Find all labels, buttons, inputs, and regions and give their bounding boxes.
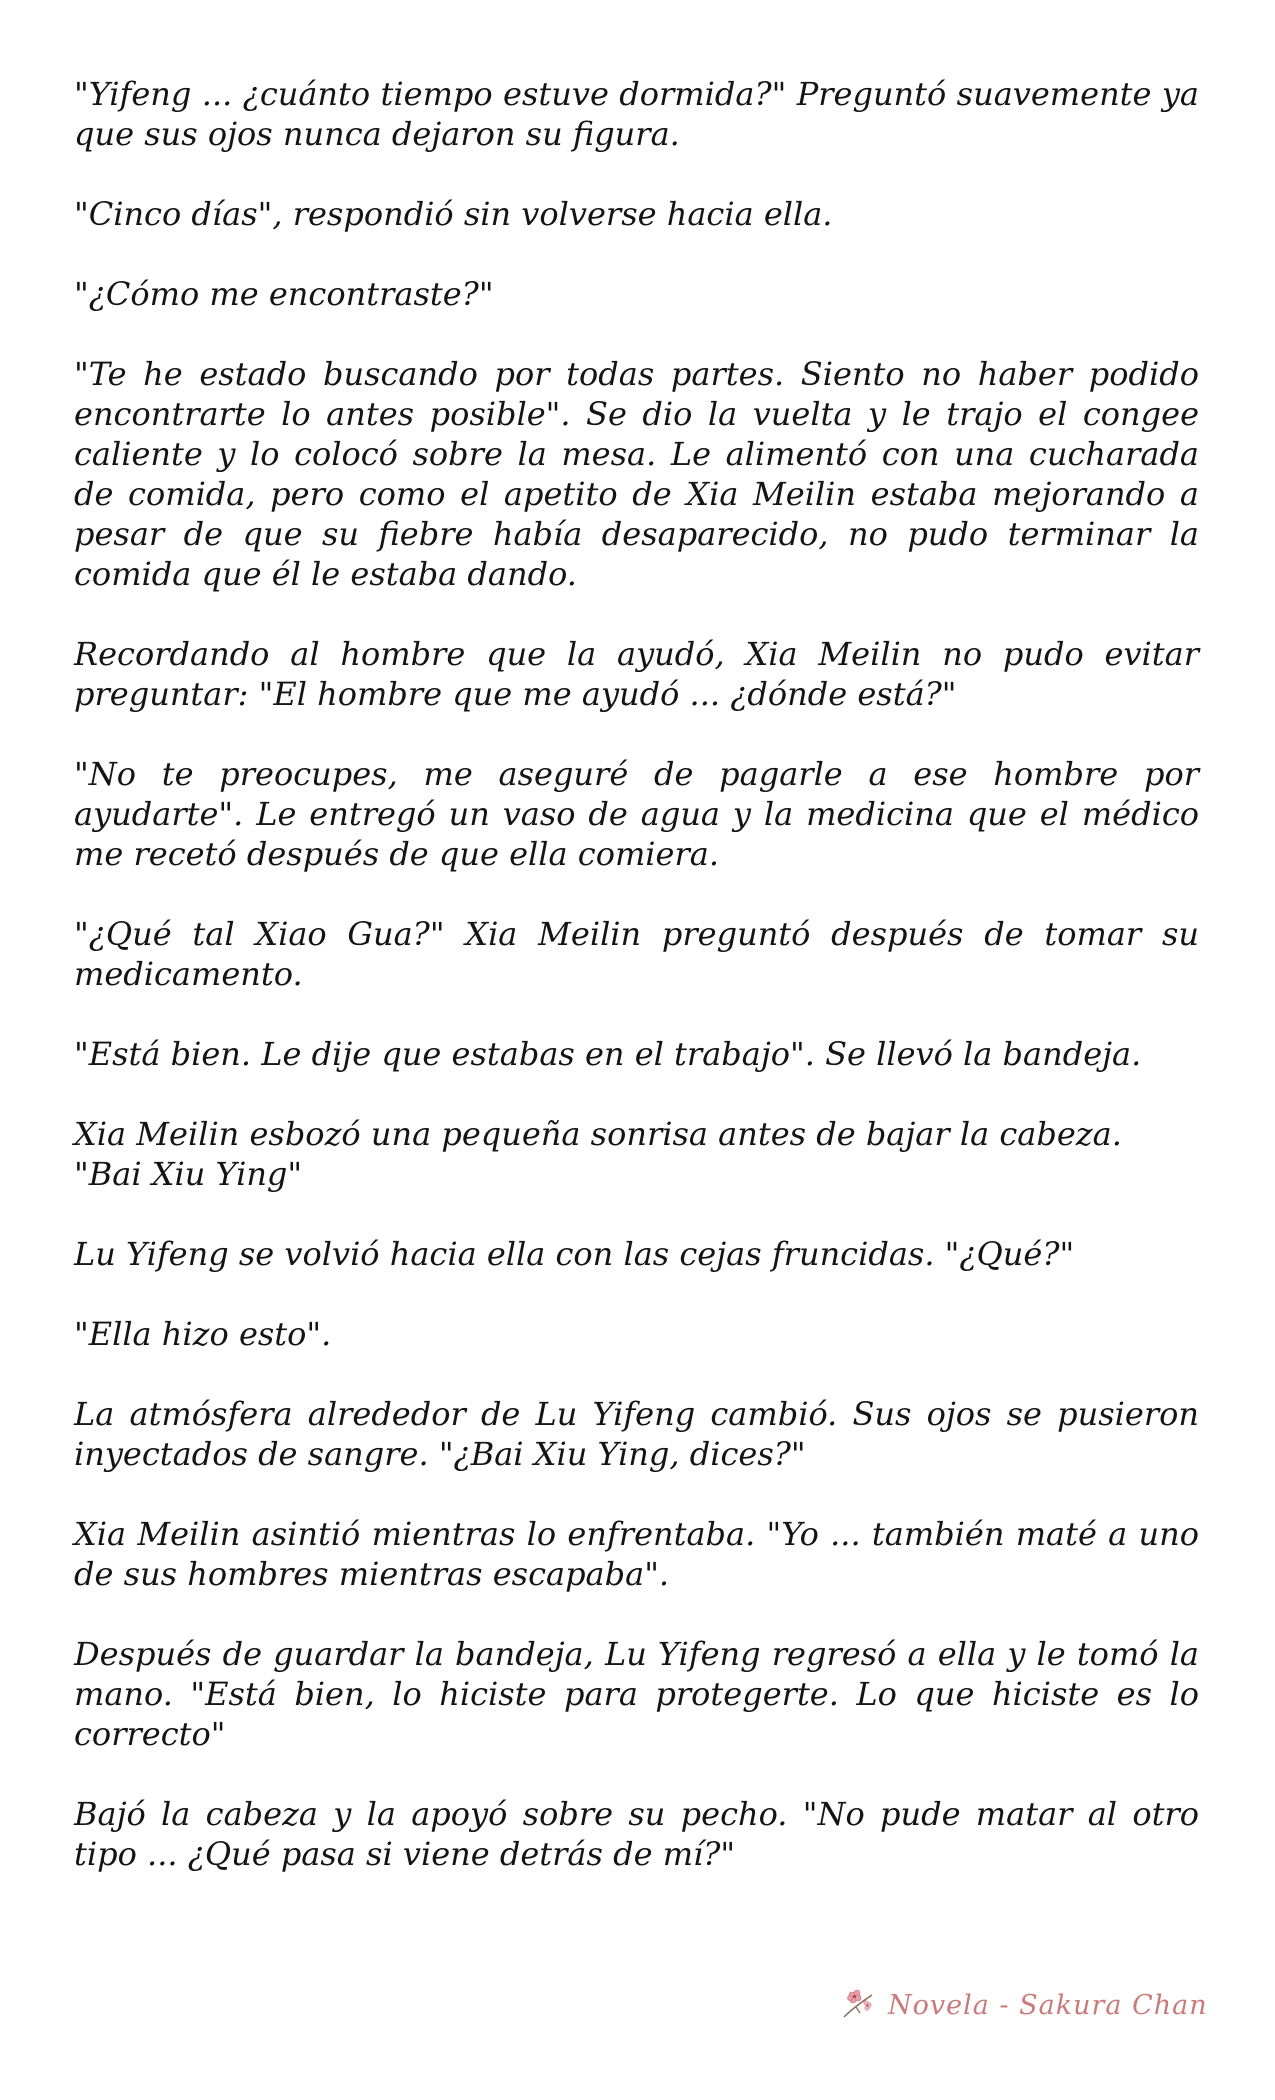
paragraph: La atmósfera alrededor de Lu Yifeng cambió. Sus ojos se pusieron inyectados de sangre. "¿Bai Xiu Ying, dices?" (74, 1395, 1199, 1473)
watermark (838, 1982, 1218, 2028)
paragraph: Recordando al hombre que la ayudó, Xia Meilin no pudo evitar preguntar: "El hombre que me ayudó ... ¿dónde está?" (74, 635, 1199, 713)
paragraph: Xia Meilin esbozó una pequeña sonrisa antes de bajar la cabeza. "Bai Xiu Ying" (74, 1115, 1122, 1193)
cherry-blossom-icon (838, 1983, 888, 2028)
paragraph: Xia Meilin asintió mientras lo enfrentaba. "Yo ... también maté a uno de sus hombres mientras escapaba". (74, 1515, 1199, 1593)
paragraph: Bajó la cabeza y la apoyó sobre su pecho. "No pude matar al otro tipo ... ¿Qué pasa si viene detrás de mí?" (74, 1795, 1199, 1873)
paragraph: "Te he estado buscando por todas partes. Siento no haber podido encontrarte lo antes posible". Se dio la vuelta y le trajo el congee caliente y lo colocó sobre la mesa. Le alimentó con una cucharada de comida, pero como el apetito de Xia Meilin estaba mejorando a pesar de que su fiebre había desaparecido, no pudo terminar la comida que él le estaba dando. (74, 355, 1199, 593)
paragraph: "Está bien. Le dije que estabas en el trabajo". Se llevó la bandeja. (74, 1035, 1142, 1073)
paragraph: "¿Qué tal Xiao Gua?" Xia Meilin preguntó después de tomar su medicamento. (74, 915, 1199, 993)
paragraph: "Cinco días", respondió sin volverse hacia ella. (74, 195, 833, 233)
paragraph: Lu Yifeng se volvió hacia ella con las cejas fruncidas. "¿Qué?" (74, 1235, 1075, 1273)
watermark-text: Novela - Sakura Chan (888, 1989, 1208, 2021)
paragraph: Después de guardar la bandeja, Lu Yifeng regresó a ella y le tomó la mano. "Está bien, lo hiciste para protegerte. Lo que hiciste es lo correcto" (74, 1635, 1199, 1753)
paragraph: "¿Cómo me encontraste?" (74, 275, 494, 313)
paragraph: "Ella hizo esto". (74, 1315, 332, 1353)
paragraph: "No te preocupes, me aseguré de pagarle a ese hombre por ayudarte". Le entregó un vaso de agua y la medicina que el médico me recetó después de que ella comiera. (74, 755, 1199, 873)
document-body (74, 74, 1199, 1914)
paragraph: "Yifeng ... ¿cuánto tiempo estuve dormida?" Preguntó suavemente ya que sus ojos nunca dejaron su figura. (74, 75, 1199, 153)
